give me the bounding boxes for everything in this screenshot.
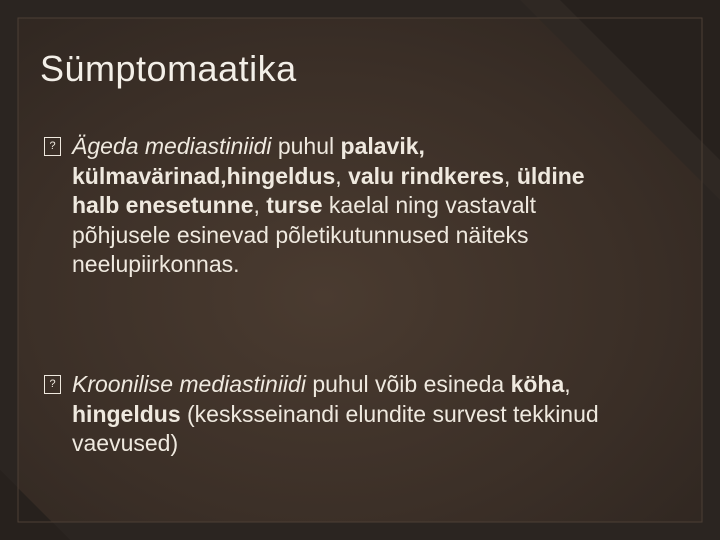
bullet-text [46, 370, 606, 459]
bullet-item-acute [46, 132, 606, 280]
text-span: , [335, 162, 349, 189]
bullet-term: Ägeda mediastiniidi [72, 133, 272, 159]
bullet-marker-icon: ? [44, 375, 61, 394]
text-span: kaelal ning vastavalt põhjusele esinevad põletikutunnused näiteks neelupiirkonnas. [72, 192, 537, 277]
text-span: , [504, 162, 517, 189]
symptom-term: palavik, külmavärinad,hingeldus [72, 133, 425, 189]
bullet-text [46, 132, 606, 280]
symptom-term: valu rindkeres [348, 162, 505, 189]
bullet-marker-icon: ? [44, 137, 61, 156]
text-span: (kesksseinandi elundite survest tekkinud vaevused) [72, 400, 599, 456]
bullet-term: Kroonilise mediastiniidi [72, 371, 306, 397]
bullet-item-chronic [46, 370, 606, 459]
text-span: puhul võib esineda [305, 371, 511, 397]
text-span: , [564, 371, 571, 397]
symptom-term: üldine halb enesetunne [72, 162, 585, 218]
symptom-term: köha [510, 371, 565, 397]
text-span: , [253, 192, 267, 218]
symptom-term: turse [266, 192, 323, 218]
symptom-term: hingeldus [72, 400, 181, 427]
text-span: puhul [271, 133, 341, 159]
slide-title: Sümptomaatika [40, 48, 297, 89]
